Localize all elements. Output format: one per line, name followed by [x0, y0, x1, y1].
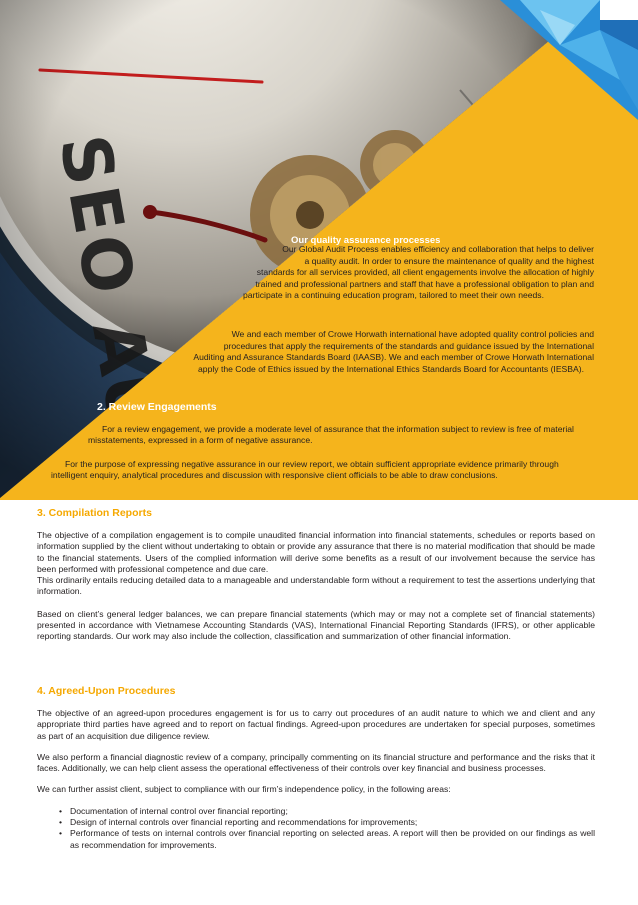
agreed-bullet-2: • Design of internal controls over financial reporting and recommendations for improvements;: [59, 817, 595, 828]
quality-paragraph-2: [120, 329, 594, 375]
agreed-body: [37, 708, 595, 851]
agreed-paragraph-3: We can further assist client, subject to compliance with our firm’s independence policy, in the following areas:: [37, 784, 451, 795]
quality-heading: Our quality assurance processes: [291, 235, 441, 246]
compilation-body: [37, 530, 595, 643]
quality-p2-line-3: Auditing and Assurance Standards Board (IAASB). We and each member of Crowe Horwath International: [193, 352, 594, 362]
agreed-bullet-1: • Documentation of internal control over financial reporting;: [59, 806, 595, 817]
review-heading: 2. Review Engagements: [97, 401, 217, 413]
agreed-paragraph-1: The objective of an agreed-upon procedures engagement is for us to carry out procedures of an audit nature to which we and client and any appropriate third parties have agreed and to report on factual findings. Agreed-upon procedures are undertaken for special purposes, sometimes as part of an acquisition due diligence review.: [37, 708, 595, 741]
review-p2-line-2: intelligent enquiry, analytical procedures and discussion with responsive client officials to be able to draw conclusions.: [51, 470, 498, 481]
review-paragraph-2: [51, 459, 595, 482]
compilation-paragraph-3: Based on client’s general ledger balances, we can prepare financial statements (which may or may not a complete set of financial statements) presented in accordance with Vietnamese Accounting Standards (VAS), International Financial Reporting Standards (IFRS), or other applicable reporting standards. Our work may also include the collection, classification and summarization of other financial information.: [37, 608, 595, 642]
agreed-paragraph-2: We also perform a financial diagnostic review of a company, principally commenting on its financial structure and performance and the risks that it faces. Additionally, we can help client assess the operational effectiveness of their controls over key financial and business processes.: [37, 751, 595, 774]
quality-p2-line-1: We and each member of Crowe Horwath international have adopted quality control policies and: [231, 329, 594, 339]
agreed-bullet-3: • Performance of tests on internal controls over financial reporting on selected areas. A report will then be provided on our findings as well as recommendation for improvements.: [59, 828, 595, 851]
quality-paragraph-1: [220, 244, 594, 302]
quality-p1-line-1: Our Global Audit Process enables efficiency and collaboration that helps to deliver: [282, 244, 594, 254]
compilation-paragraph-1: The objective of a compilation engagement is to compile unaudited financial information into financial statements, schedules or reports based on information supplied by the client without undertaking to obtain or provide any assurance that there is no material modification that should be made to the financial statements. Users of the complied information will derive some benefits as a result of our involvement because the service has been performed with professional competence and due care.: [37, 530, 595, 574]
agreed-heading: 4. Agreed-Upon Procedures: [37, 685, 176, 697]
review-p2-line-1: For the purpose of expressing negative assurance in our review report, we obtain sufficient appropriate evidence primarily through: [65, 459, 559, 469]
quality-p2-line-4: apply the Code of Ethics issued by the International Ethics Standards Board for Accountants (IESBA).: [198, 363, 584, 374]
review-p1-line-2: misstatements, expressed in a form of negative assurance.: [88, 435, 313, 446]
review-paragraph-1: [88, 424, 594, 447]
quality-p1-line-4: trained and professional partners and staff that have a professional obligation to plan and: [255, 278, 594, 289]
quality-p2-line-2: procedures that apply the requirements of the standards and guidance issued by the International: [223, 340, 594, 351]
quality-p1-line-2: a quality audit. In order to ensure the maintenance of quality and the highest: [304, 255, 594, 266]
compilation-heading: 3. Compilation Reports: [37, 507, 152, 519]
agreed-bullet-list: [59, 806, 595, 851]
review-p1-line-1: For a review engagement, we provide a moderate level of assurance that the information subject to review is free of material: [102, 424, 574, 434]
compilation-paragraph-2: This ordinarily entails reducing detailed data to a manageable and understandable form without a requirement to test the assertions underlying that information.: [37, 575, 595, 597]
quality-p1-line-3: standards for all services provided, all client engagements involve the allocation of highly: [256, 267, 594, 277]
quality-p1-line-5: participate in a continuing education program, tailored to meet their own needs.: [243, 290, 544, 300]
